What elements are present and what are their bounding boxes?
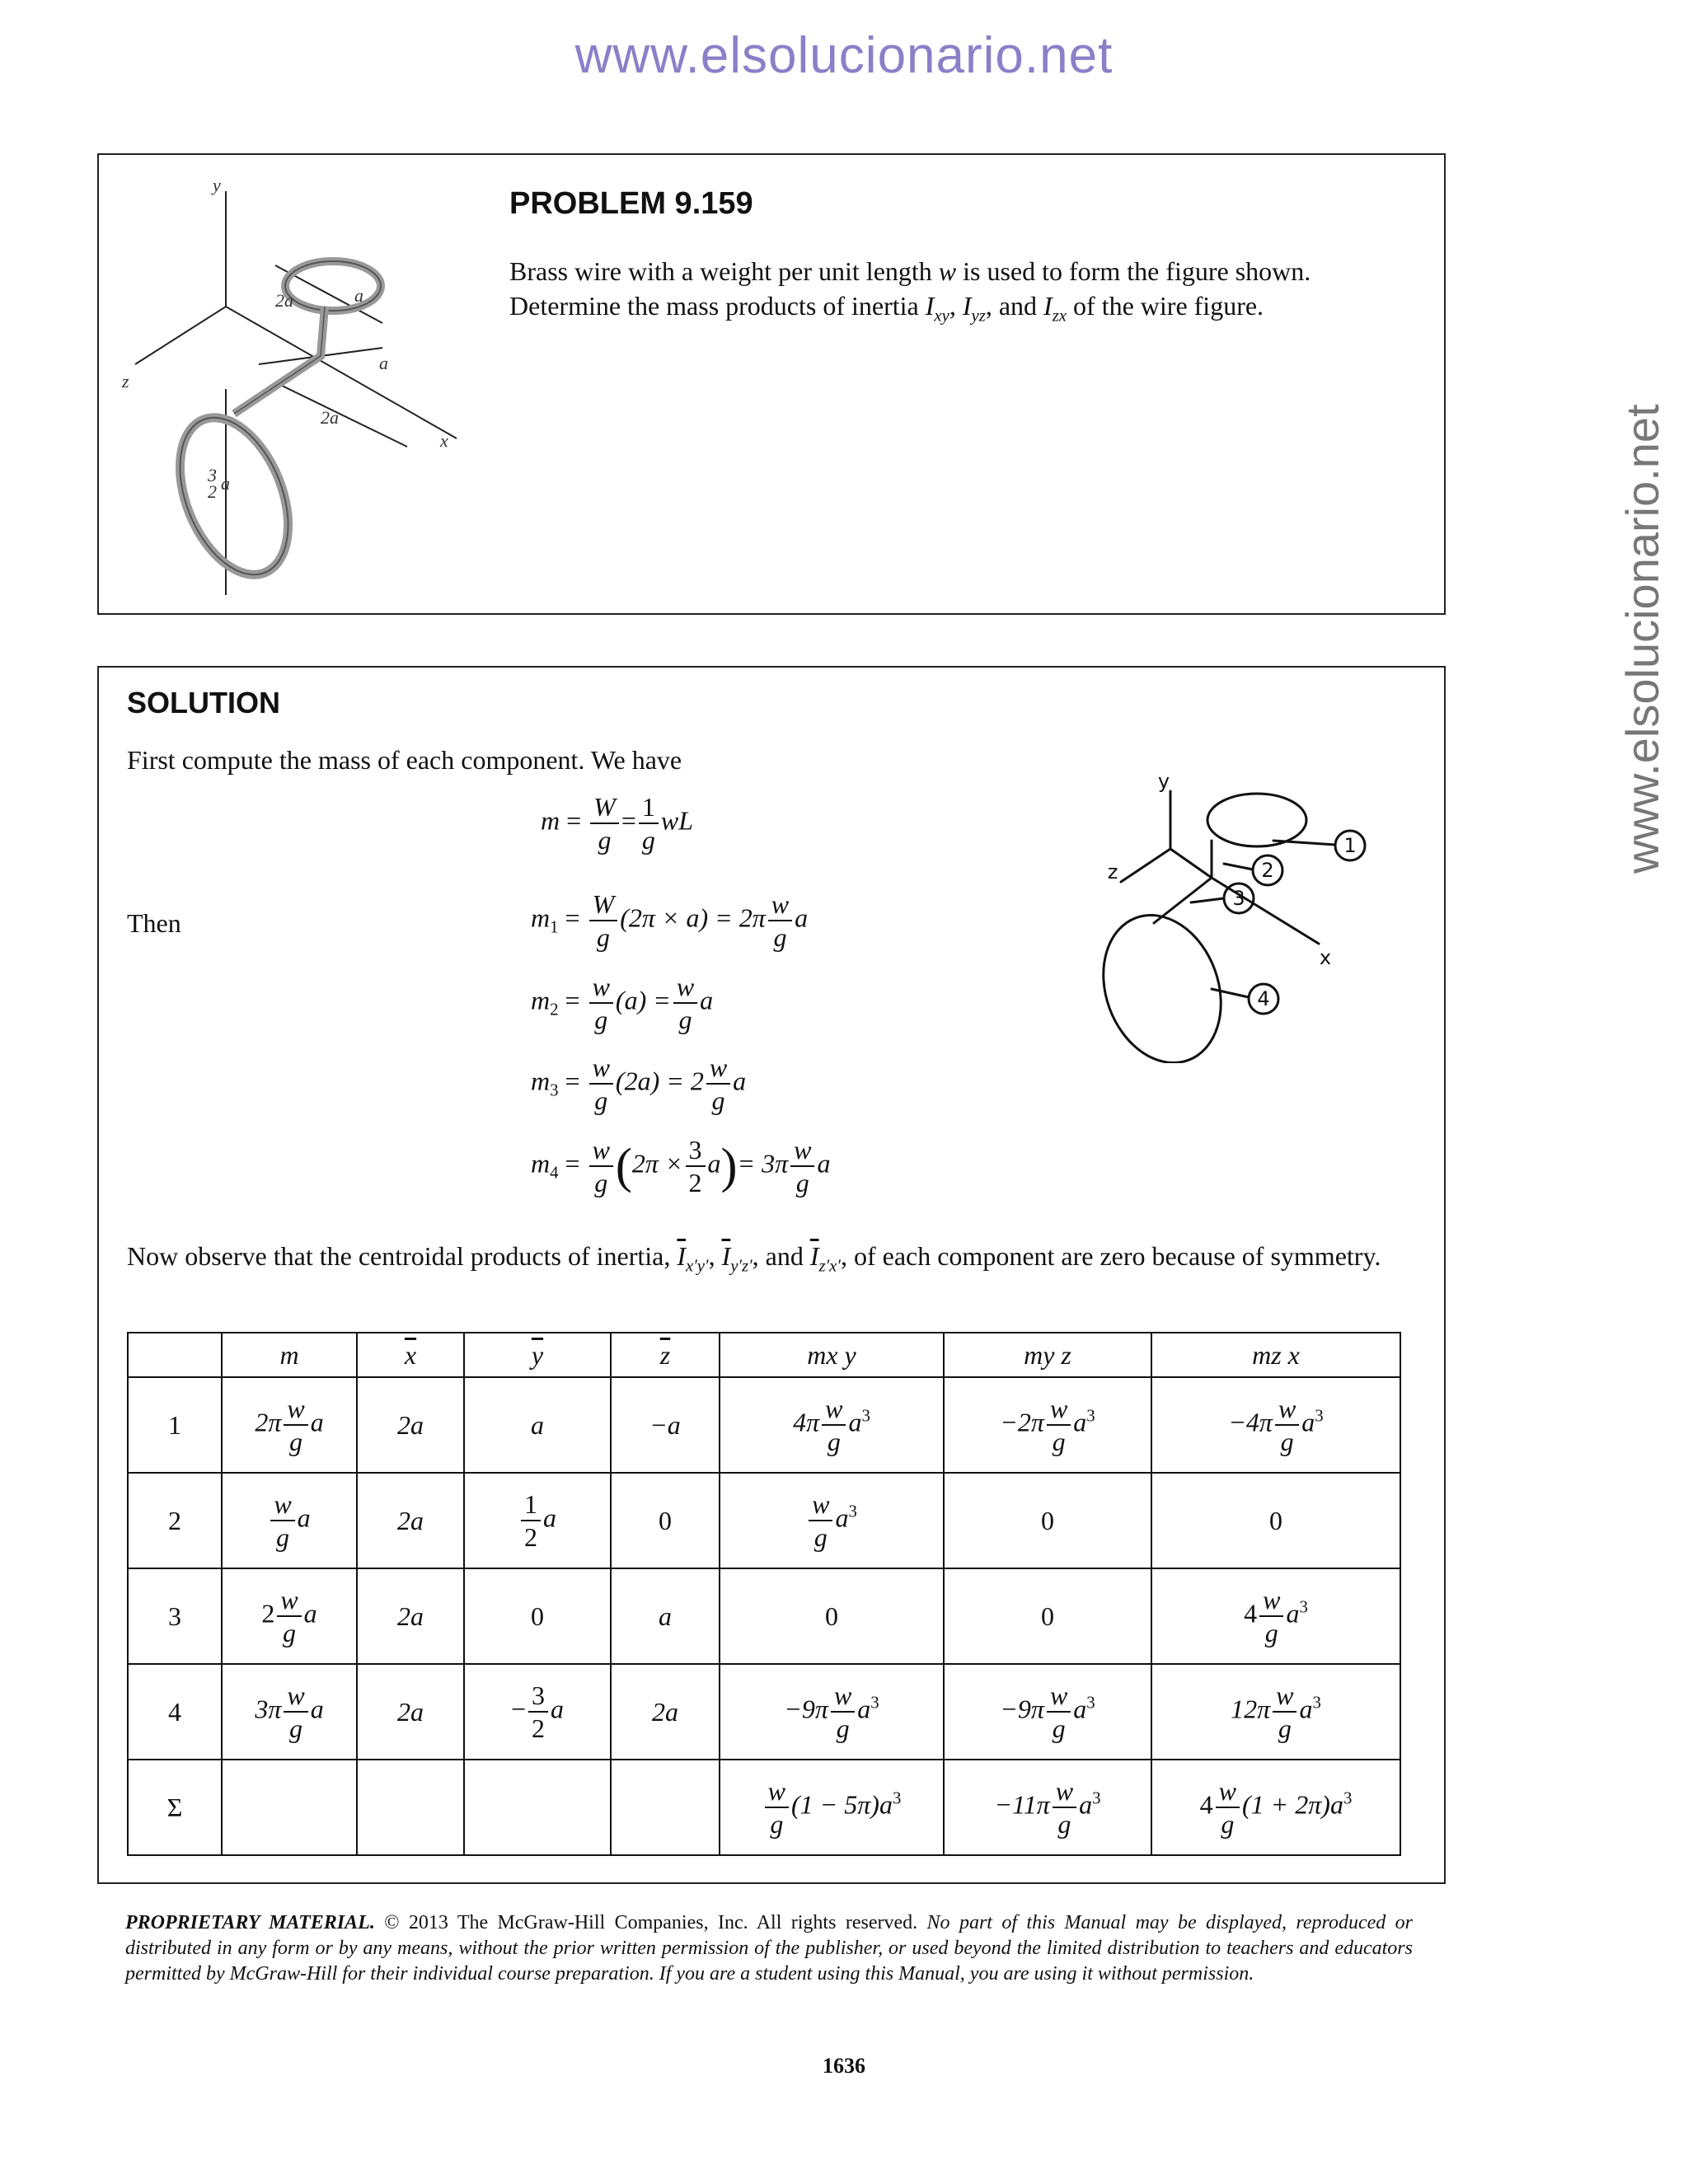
fig-label-3: 3 [208, 465, 217, 485]
row-label: 4 [128, 1664, 222, 1760]
header-cell: $\overline{x}$ [357, 1333, 464, 1377]
table-row [128, 1473, 1400, 1568]
sketch-label-2: 2 [1261, 859, 1274, 882]
fig-label-z: z [122, 371, 129, 391]
products-table [127, 1332, 1401, 1856]
ybar-cell: − $\frac{3}{2}$ a [464, 1664, 611, 1760]
sketch-label-x: x [1319, 946, 1332, 969]
header-cell: m [222, 1333, 357, 1377]
copyright-footer: PROPRIETARY MATERIAL. © 2013 The McGraw-Hill Companies, Inc. All rights reserved. No part of this Manual may be displayed, reproduced or distributed in any form or by any means, without the prior written permission of the publisher, or used beyond the limited distribution to teachers and educators permitted by McGraw-Hill for their individual course preparation. If you are a student using this Manual, you are using it without permission. [125, 1912, 1413, 1985]
fig-label-2a-mid: 2a [321, 407, 339, 428]
zbar-cell: 0 [611, 1473, 720, 1568]
sketch-label-y: y [1157, 770, 1170, 793]
zbar-cell: −a [611, 1377, 720, 1473]
myz-cell: −9π $\frac{w}{g}$ $a^3$ [944, 1664, 1151, 1760]
table-row [128, 1377, 1400, 1473]
row-label: 1 [128, 1377, 222, 1473]
header-cell: mx y [720, 1333, 944, 1377]
mass-cell: 3π $\frac{w}{g}$ a [222, 1664, 357, 1760]
then-label: Then [127, 908, 181, 938]
table-header [128, 1333, 1400, 1377]
xbar-cell: 2a [357, 1568, 464, 1664]
sum-mxy-cell: $\frac{w}{g}$ $(1 - 5\pi)a^3$ [720, 1760, 944, 1855]
symmetry-note: Now observe that the centroidal products of inertia, $\overline{I}_{x'y'}$, $\overline{I}_{y'z'}$, and $\overline{I}_{z'x'}$, of each component are zero because of symmetry. [127, 1241, 1381, 1276]
row-label: 3 [128, 1568, 222, 1664]
equation-m2: $m_2$ = $\frac{w}{g}$ (a) = $\frac{w}{g}$ a [531, 972, 714, 1034]
fig-label-y: y [213, 175, 221, 195]
equation-m3: $m_3$ = $\frac{w}{g}$ (2a) = 2 $\frac{w}{g}$ a [531, 1052, 747, 1115]
myz-cell: −2π $\frac{w}{g}$ $a^3$ [944, 1377, 1151, 1473]
header-cell: $\overline{z}$ [611, 1333, 720, 1377]
problem-title: PROBLEM 9.159 [509, 186, 753, 221]
xbar-cell: 2a [357, 1377, 464, 1473]
fig-label-a-mid: a [379, 353, 388, 373]
row-label: 2 [128, 1473, 222, 1568]
zbar-cell [611, 1760, 720, 1855]
fig-label-a-top: a [354, 285, 363, 306]
sketch-label-3: 3 [1232, 887, 1245, 910]
table-row [128, 1568, 1400, 1664]
header-cell [128, 1333, 222, 1377]
zbar-cell: 2a [611, 1664, 720, 1760]
fig-label-2: 2 [208, 481, 217, 502]
sum-mzx-cell: 4 $\frac{w}{g}$ $(1 + 2\pi)a^3$ [1151, 1760, 1400, 1855]
solution-box [97, 666, 1446, 1884]
mass-cell [222, 1760, 357, 1855]
header-cell: mz x [1151, 1333, 1400, 1377]
solution-title: SOLUTION [127, 686, 280, 719]
sum-myz-cell: −11π $\frac{w}{g}$ $a^3$ [944, 1760, 1151, 1855]
solution-intro: First compute the mass of each component. We have [127, 745, 682, 775]
page-number: 1636 [823, 2054, 865, 2078]
ybar-cell [464, 1760, 611, 1855]
header-cell: my z [944, 1333, 1151, 1377]
fig-label-x: x [440, 430, 448, 451]
mzx-cell: 4 $\frac{w}{g}$ $a^3$ [1151, 1568, 1400, 1664]
fig-label-2a-top: 2a [275, 290, 293, 311]
problem-box [97, 153, 1446, 615]
mzx-cell: 12π $\frac{w}{g}$ $a^3$ [1151, 1664, 1400, 1760]
problem-statement: Brass wire with a weight per unit length w is used to form the figure shown. Determine the mass products of inertia $I_{xy}$, $I_{yz}$, and $I_{zx}$ of the wire figure. [509, 256, 1311, 326]
row-label: Σ [128, 1760, 222, 1855]
watermark-top[interactable]: www.elsolucionario.net [574, 27, 1114, 84]
sketch-label-1: 1 [1343, 834, 1357, 857]
zbar-cell: a [611, 1568, 720, 1664]
fig-label-a-low: a [221, 473, 230, 494]
equation-m1: $m_1$ = $\frac{W}{g}$ (2π × a) = 2π $\frac{w}{g}$ a [531, 889, 809, 952]
mxy-cell: $\frac{w}{g}$ $a^3$ [720, 1473, 944, 1568]
table-row [128, 1664, 1400, 1760]
myz-cell: 0 [944, 1473, 1151, 1568]
xbar-cell: 2a [357, 1664, 464, 1760]
problem-figure [110, 166, 506, 603]
myz-cell: 0 [944, 1568, 1151, 1664]
watermark-side[interactable]: www.elsolucionario.net [1616, 404, 1668, 874]
mass-cell: 2 $\frac{w}{g}$ a [222, 1568, 357, 1664]
mzx-cell: 0 [1151, 1473, 1400, 1568]
header-cell: $\overline{y}$ [464, 1333, 611, 1377]
ybar-cell: a [464, 1377, 611, 1473]
sketch-label-4: 4 [1257, 987, 1270, 1010]
mzx-cell: −4π $\frac{w}{g}$ $a^3$ [1151, 1377, 1400, 1473]
mxy-cell: 0 [720, 1568, 944, 1664]
ybar-cell: 0 [464, 1568, 611, 1664]
table-row-sum [128, 1760, 1400, 1855]
mxy-cell: −9π $\frac{w}{g}$ $a^3$ [720, 1664, 944, 1760]
equation-mass: m = $\frac{W}{g}$ = $\frac{1}{g}$ wL [541, 792, 693, 855]
xbar-cell [357, 1760, 464, 1855]
mass-cell: 2π $\frac{w}{g}$ a [222, 1377, 357, 1473]
sketch-label-z: z [1107, 860, 1118, 883]
mxy-cell: 4π $\frac{w}{g}$ $a^3$ [720, 1377, 944, 1473]
mass-cell: $\frac{w}{g}$ a [222, 1473, 357, 1568]
ybar-cell: $\frac{1}{2}$ a [464, 1473, 611, 1568]
equation-m4: $m_4$ = $\frac{w}{g}$ (2π × $\frac{3}{2}$ a)= 3π $\frac{w}{g}$ a [531, 1135, 831, 1197]
xbar-cell: 2a [357, 1473, 464, 1568]
component-sketch [1088, 766, 1385, 1063]
